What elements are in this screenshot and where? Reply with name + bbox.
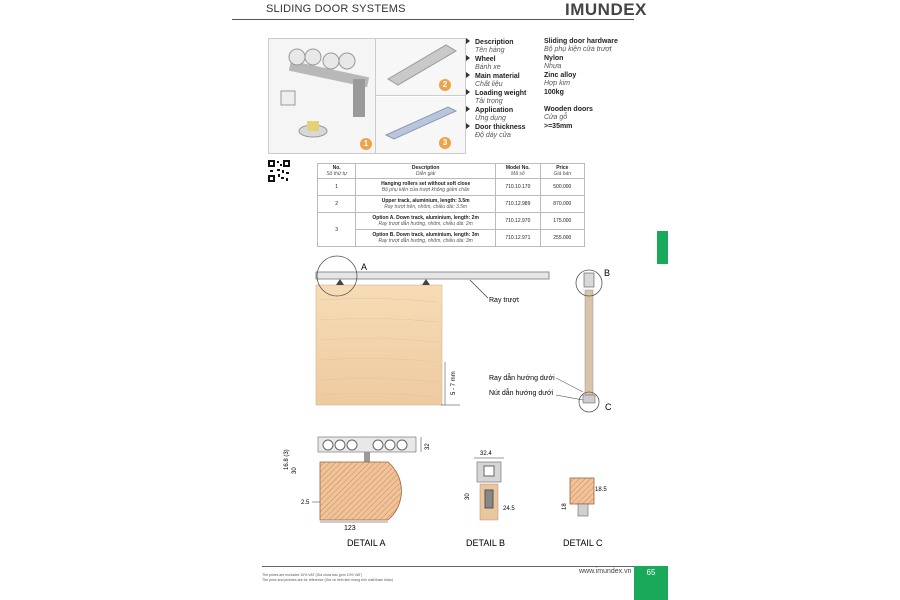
col-description: Description Diễn giải	[356, 164, 496, 179]
svg-text:18.5: 18.5	[595, 487, 607, 493]
svg-text:32: 32	[425, 443, 431, 450]
table-row: 2 Upper track, aluminium, length: 3.5m Ray trượt trên, nhôm, chiều dài: 3.5m 710.12.989 870.000	[318, 196, 585, 213]
door-side	[585, 290, 593, 396]
svg-text:30: 30	[292, 467, 298, 474]
svg-text:18: 18	[562, 503, 568, 510]
front-view	[316, 256, 549, 405]
website-link[interactable]: www.imundex.vn	[579, 568, 632, 575]
table-row: Option B. Down track, aluminium, length: 3m Ray trượt dẫn hướng, nhôm, chiều dài: 3m 710.12.971 255.000	[318, 230, 585, 247]
spec-door-thickness: Door thickness Độ dày cửa >=35mm	[466, 123, 646, 140]
section-title: SLIDING DOOR SYSTEMS	[266, 3, 406, 15]
table-row: 3 Option A. Down track, aluminium, length: 2m Ray trượt dẫn hướng, nhôm, chiều dài: 2m 710.12.970 175.000	[318, 213, 585, 230]
door-panel	[316, 285, 442, 405]
label-b: B	[604, 268, 611, 278]
page-number: 65	[634, 566, 668, 600]
spec-main-material: Main material Chất liệu Zinc alloy Hợp kim	[466, 72, 646, 89]
detail-a-title: DETAIL A	[347, 538, 386, 548]
table-row: 1 Hanging rollers set without soft close Bộ phụ kiện cửa trượt không giảm chấn 710.10.170 500.000	[318, 179, 585, 196]
photo-badge-2: 2	[439, 79, 451, 91]
footer-note: The prices are excluded 10% VAT (Giá chưa bao gồm 10% VAT) The price and pictures are for reference (Giá và hình ảnh mang tính chất tham khảo)	[262, 573, 393, 582]
photo-badge-1: 1	[360, 138, 372, 150]
footer-divider	[262, 566, 634, 567]
svg-text:2.5: 2.5	[301, 500, 310, 506]
spec-description: Description Tên hàng Sliding door hardware Bộ phụ kiện cửa trượt	[466, 38, 646, 55]
gap-dimension: 5 - 7 mm	[451, 371, 457, 395]
svg-text:30: 30	[465, 493, 471, 500]
photo-badge-3: 3	[439, 137, 451, 149]
col-no: No. Số thứ tự	[318, 164, 356, 179]
brand-logo-text: IMUNDEX	[565, 0, 647, 19]
guide-rail-label: Ray dẫn hướng dưới	[489, 375, 555, 382]
spec-wheel: Wheel Bánh xe Nylon Nhựa	[466, 55, 646, 72]
detail-a	[284, 437, 431, 548]
svg-text:123: 123	[344, 525, 356, 532]
svg-text:32.4: 32.4	[480, 451, 492, 457]
detail-c-title: DETAIL C	[563, 538, 603, 548]
svg-text:16.8 (3): 16.8 (3)	[284, 449, 290, 470]
detail-b	[465, 451, 515, 548]
svg-text:24.5: 24.5	[503, 506, 515, 512]
detail-c	[562, 478, 607, 548]
spec-loading-weight: Loading weight Tải trọng 100kg	[466, 89, 646, 106]
upper-track	[316, 272, 549, 279]
col-price: Price Giá bán	[540, 164, 584, 179]
guide-button-label: Nút dẫn hướng dưới	[489, 390, 554, 397]
detail-b-title: DETAIL B	[466, 538, 506, 548]
spec-application: Application Ứng dụng Wooden doors Cửa gỗ	[466, 106, 646, 123]
label-a: A	[361, 262, 368, 272]
side-view	[489, 268, 612, 412]
col-model: Model No. Mã số	[496, 164, 541, 179]
label-c: C	[605, 402, 612, 412]
upper-track-label: Ray trượt	[489, 297, 519, 304]
